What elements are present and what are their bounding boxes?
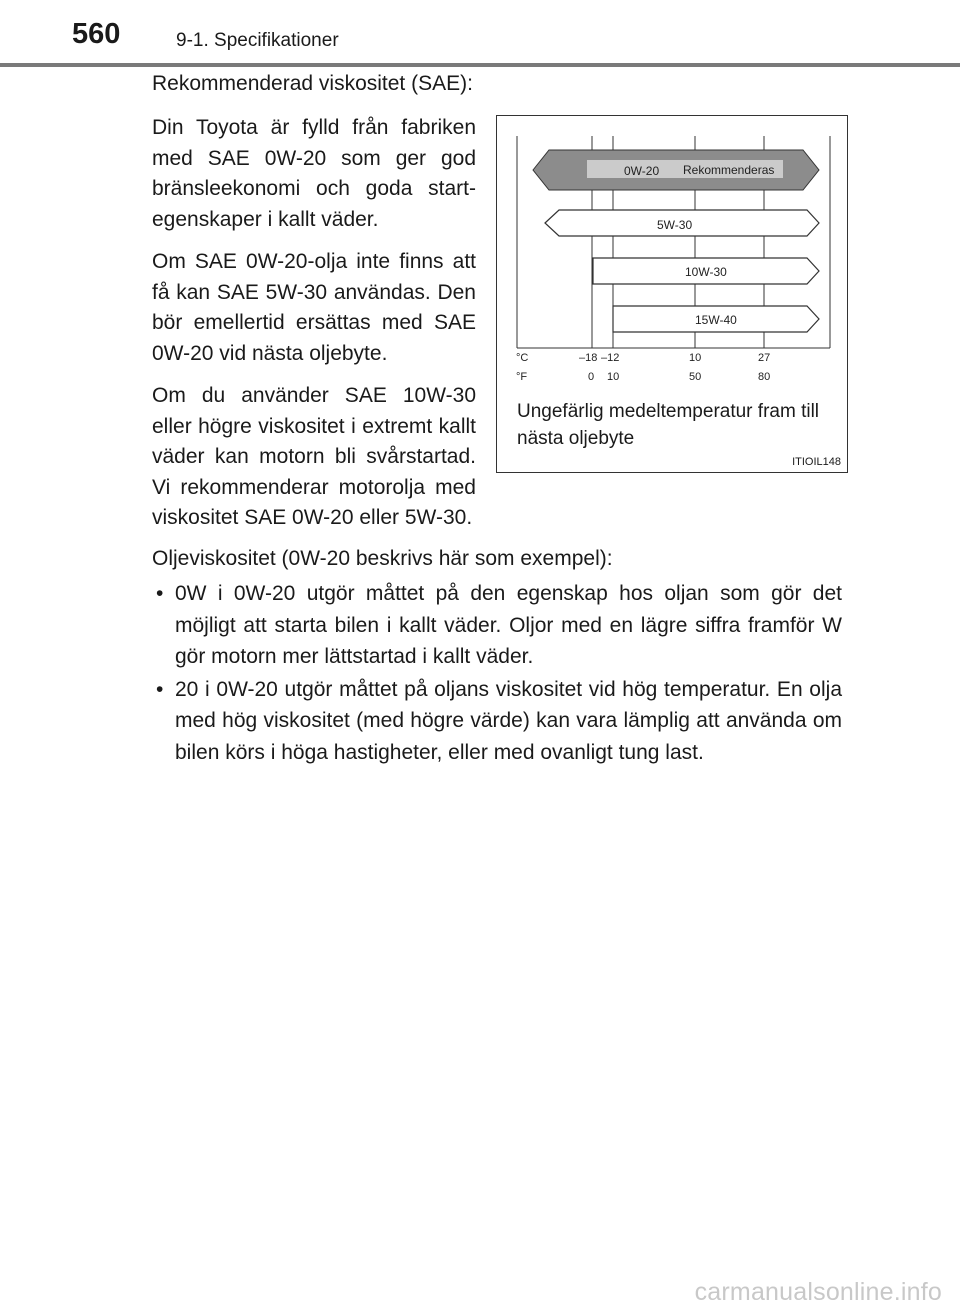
- celsius-tick-minus12: –12: [601, 352, 620, 364]
- label-15w-40: 15W-40: [695, 313, 737, 327]
- figure-code: ITIOIL148: [792, 456, 841, 468]
- figure-caption: Ungefärlig medeltemperatur fram till nästa oljebyte: [517, 401, 820, 449]
- fahrenheit-tick-0: 0: [588, 371, 595, 383]
- arrow-10w-30: [593, 258, 819, 284]
- bullet-item: [152, 674, 842, 769]
- fahrenheit-unit: °F: [516, 371, 528, 383]
- bullet-item: [152, 578, 842, 673]
- celsius-tick-minus18: –18: [579, 352, 598, 364]
- fahrenheit-tick-80: 80: [758, 371, 771, 383]
- celsius-tick-10: 10: [689, 352, 702, 364]
- label-5w-30: 5W-30: [657, 218, 693, 232]
- intro-text: [152, 113, 476, 546]
- label-0w-20: 0W-20: [624, 164, 660, 178]
- arrow-0w-20: [533, 150, 819, 190]
- viscosity-figure: [496, 115, 848, 473]
- bullet-dot-icon: •: [156, 677, 164, 701]
- paragraph-alternative-oil: Om SAE 0W-20-olja inte finns att få kan SAE 5W-30 användas. Den bör emellertid ersättas med SAE 0W-20 vid nästa oljebyte.: [152, 250, 476, 365]
- footer-watermark: carmanualsonline.info: [694, 1278, 942, 1306]
- header-rule: [0, 63, 960, 67]
- viscosity-bullets: [152, 578, 842, 769]
- paragraph-factory-fill: Din Toyota är fylld från fabriken med SAE 0W-20 som ger god bränsleekonomi och goda start-egenskaper i kallt väder.: [152, 116, 476, 231]
- fahrenheit-tick-50: 50: [689, 371, 702, 383]
- page-number: 560: [72, 18, 121, 50]
- paragraph-cold-weather: Om du använder SAE 10W-30 eller högre viskositet i extremt kallt väder kan motorn bli svårstartad. Vi rekommenderar motorolja med viskositet SAE 0W-20 eller 5W-30.: [152, 384, 476, 529]
- arrow-15w-40: [613, 306, 819, 332]
- section-title: 9-1. Specifikationer: [176, 30, 339, 51]
- bullet-text-20: 20 i 0W-20 utgör måttet på oljans viskositet vid hög temperatur. En olja med hög viskositet (med högre värde) kan vara lämplig att använda om bilen körs i höga hastigheter, eller med ovanligt tung last.: [175, 677, 842, 764]
- celsius-tick-27: 27: [758, 352, 771, 364]
- bullet-dot-icon: •: [156, 582, 164, 605]
- viscosity-heading: Oljeviskositet (0W-20 beskrivs här som exempel):: [152, 547, 613, 570]
- celsius-unit: °C: [516, 352, 529, 364]
- label-10w-30: 10W-30: [685, 265, 727, 279]
- bullet-text-0w: 0W i 0W-20 utgör måttet på den egenskap hos oljan som gör det möjligt att starta bilen i kallt väder. Oljor med en lägre siffra framför W gör motorn mer lättstartad i kallt väder.: [175, 582, 842, 668]
- subheading: Rekommenderad viskositet (SAE):: [152, 72, 473, 95]
- arrow-5w-30: [545, 210, 819, 236]
- label-rekommenderas: Rekommenderas: [683, 163, 775, 177]
- fahrenheit-tick-10: 10: [607, 371, 620, 383]
